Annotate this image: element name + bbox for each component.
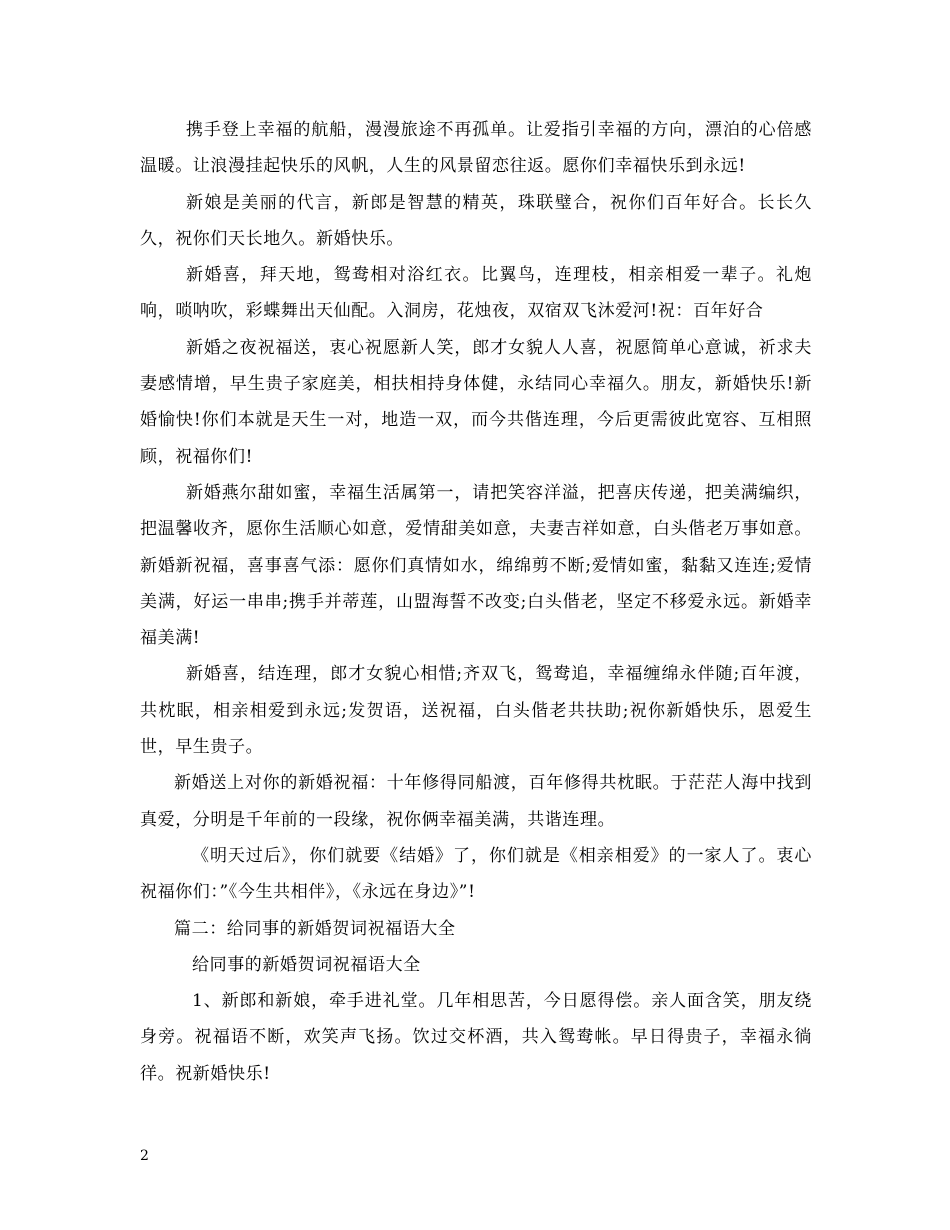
paragraph-2: 新娘是美丽的代言，新郎是智慧的精英，珠联璧合，祝你们百年好合。长长久久，祝你们天长地久。新婚快乐。 — [140, 192, 812, 249]
paragraph-3: 新婚喜，拜天地，鸳鸯相对浴红衣。比翼鸟，连理枝，相亲相爱一辈子。礼炮响，唢呐吹，彩蝶舞出天仙配。入洞房，花烛夜，双宿双飞沐爱河!祝：百年好合 — [140, 265, 812, 322]
document-body — [140, 112, 812, 1092]
paragraph-6: 新婚喜，结连理，郎才女貌心相惜;齐双飞，鸳鸯追，幸福缠绵永伴随;百年渡，共枕眠，相亲相爱到永远;发贺语，送祝福，白头偕老共扶助;祝你新婚快乐，恩爱生世，早生贵子。 — [140, 664, 812, 758]
section-title: 给同事的新婚贺词祝福语大全 — [192, 954, 421, 975]
paragraph-11: 1、新郎和新娘，牵手进礼堂。几年相思苦，今日愿得偿。亲人面含笑，朋友绕身旁。祝福语不断，欢笑声飞扬。饮过交杯酒，共入鸳鸯帐。早日得贵子，幸福永徜徉。祝新婚快乐! — [140, 991, 812, 1084]
paragraph-8: 《明天过后》，你们就要《结婚》了，你们就是《相亲相爱》的一家人了。衷心祝福你们：”《今生共相伴》，《永远在身边》”! — [140, 845, 812, 903]
paragraph-7: 新婚送上对你的新婚祝福：十年修得同船渡，百年修得共枕眠。于茫茫人海中找到真爱，分明是千年前的一段缘，祝你俩幸福美满，共谐连理。 — [140, 773, 812, 830]
paragraph-5: 新婚燕尔甜如蜜，幸福生活属第一，请把笑容洋溢，把喜庆传递，把美满编织，把温馨收齐，愿你生活顺心如意，爱情甜美如意，夫妻吉祥如意，白头偕老万事如意。新婚新祝福，喜事喜气添：愿你们真情如水，绵绵剪不断;爱情如蜜，黏黏又连连;爱情美满，好运一串串;携手并蒂莲，山盟海誓不改变;白头偕老，坚定不移爱永远。新婚幸福美满! — [140, 482, 812, 649]
section-heading: 篇二：给同事的新婚贺词祝福语大全 — [174, 918, 456, 939]
paragraph-4: 新婚之夜祝福送，衷心祝愿新人笑，郎才女貌人人喜，祝愿简单心意诚，祈求夫妻感情增，早生贵子家庭美，相扶相持身体健，永结同心幸福久。朋友，新婚快乐!新婚愉快!你们本就是天生一对，地造一双，而今共偕连理，今后更需彼此宽容、互相照顾，祝福你们! — [140, 337, 812, 467]
paragraph-1: 携手登上幸福的航船，漫漫旅途不再孤单。让爱指引幸福的方向，漂泊的心倍感温暖。让浪漫挂起快乐的风帆，人生的风景留恋往返。愿你们幸福快乐到永远! — [140, 120, 812, 177]
page-number: 2 — [140, 1148, 149, 1164]
